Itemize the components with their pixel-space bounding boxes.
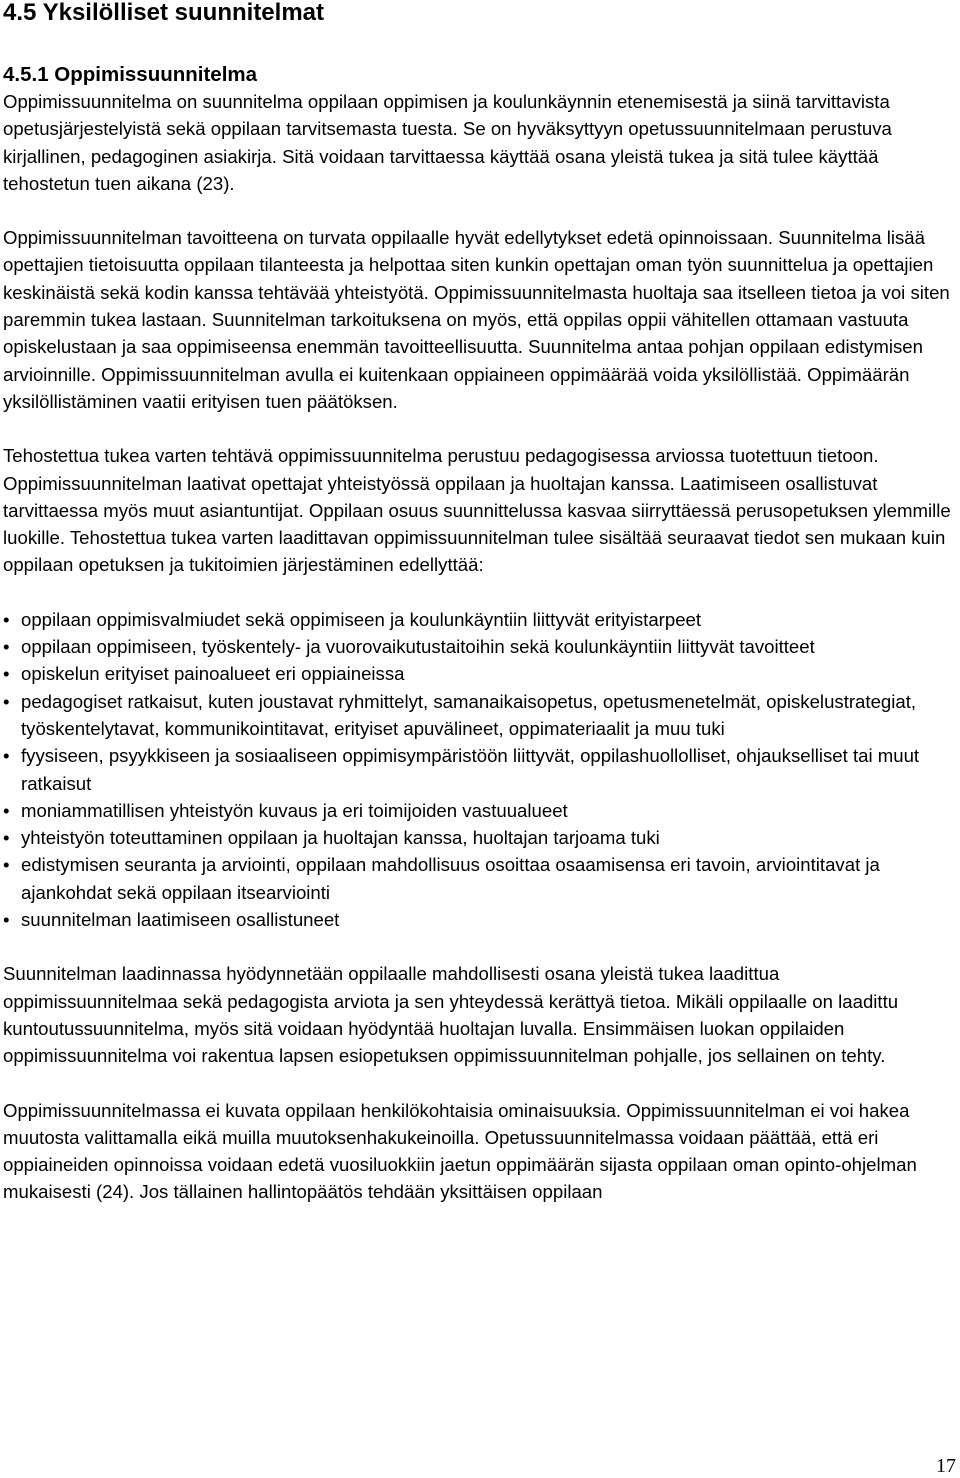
bullet-icon: • — [3, 608, 10, 630]
bullet-icon: • — [3, 690, 10, 712]
list-item-text: oppilaan oppimiseen, työskentely- ja vuorovaikutustaitoihin sekä koulunkäyntiin liittyvät tavoitteet — [21, 636, 815, 658]
paragraph-intro-3: Tehostettua tukea varten tehtävä oppimissuunnitelma perustuu pedagogisessa arviossa tuotettuun tietoon. Oppimissuunnitelman laativat opettajat yhteistyössä oppilaan ja huoltajan kanssa. Laatimiseen osallistuvat tarvittaessa myös muut asiantuntijat. Oppilaan osuus suunnittelussa kasvaa siirryttäessä perusopetuksen ylemmille luokille. Tehostettua tukea varten laadittavan oppimissuunnitelman tulee sisältää seuraavat tiedot sen mukaan kuin oppilaan opetuksen ja tukitoimien järjestäminen edellyttää: — [3, 445, 951, 576]
paragraph-gap — [3, 415, 953, 442]
list-item — [3, 660, 953, 687]
subsection-heading: 4.5.1 Oppimissuunnitelma — [3, 63, 258, 86]
list-item-text: edistymisen seuranta ja arviointi, oppilaan mahdollisuus osoittaa osaamisensa eri tavoin, arviointitavat ja ajankohdat sekä oppilaan itsearviointi — [21, 854, 880, 903]
requirements-list — [3, 606, 953, 934]
bullet-icon: • — [3, 827, 10, 849]
section-heading: 4.5 Yksilölliset suunnitelmat — [3, 0, 324, 26]
list-item-text: opiskelun erityiset painoalueet eri oppiaineissa — [21, 663, 405, 685]
list-item — [3, 906, 953, 933]
list-item-text: fyysiseen, psyykkiseen ja sosiaaliseen oppimisympäristöön liittyvät, oppilashuollolliset, ohjaukselliset tai muut ratkaisut — [21, 745, 920, 794]
list-item — [3, 851, 953, 906]
list-item — [3, 633, 953, 660]
bullet-icon: • — [3, 663, 10, 685]
list-item-text: pedagogiset ratkaisut, kuten joustavat ryhmittelyt, samanaikaisopetus, opetusmenetelmät, opiskelustrategiat, työskentelytavat, kommunikointitavat, erityiset apuvälineet, oppimateriaalit ja muu tuki — [21, 690, 917, 739]
paragraph-intro-2: Oppimissuunnitelman tavoitteena on turvata oppilaalle hyvät edellytykset edetä opinnoissaan. Suunnitelma lisää opettajien tietoisuutta oppilaan tilanteesta ja helpottaa siten kunkin opettajan oman työn suunnittelua ja opettajien keskinäistä sekä kodin kanssa tehtävää yhteistyötä. Oppimissuunnitelmasta huoltaja saa itselleen tietoa ja voi siten paremmin tukea lastaan. Suunnitelman tarkoituksena on myös, että oppilas oppii vähitellen ottamaan vastuuta opiskelustaan ja saa oppimiseensa enemmän tavoitteellisuutta. Suunnitelma antaa pohjan oppilaan edistymisen arvioinnille. Oppimissuunnitelman avulla ei kuitenkaan oppiaineen oppimäärää voida yksilöllistää. Oppimäärän yksilöllistäminen vaatii erityisen tuen päätöksen. — [3, 227, 950, 412]
list-item-text: yhteistyön toteuttaminen oppilaan ja huoltajan kanssa, huoltajan tarjoama tuki — [21, 827, 660, 849]
bullet-icon: • — [3, 799, 10, 821]
paragraph-after-1: Suunnitelman laadinnassa hyödynnetään oppilaalle mahdollisesti osana yleistä tukea laadittua oppimissuunnitelmaa sekä pedagogista arviota ja sen yhteydessä kerättyä tietoa. Mikäli oppilaalle on laadittu kuntoutussuunnitelma, myös sitä voidaan hyödyntää huoltajan luvalla. Ensimmäisen luokan oppilaiden oppimissuunnitelma voi rakentua lapsen esiopetuksen oppimissuunnitelman pohjalle, jos sellainen on tehty. — [3, 963, 899, 1067]
bullet-icon: • — [3, 745, 10, 767]
bullet-icon: • — [3, 854, 10, 876]
bullet-icon: • — [3, 636, 10, 658]
paragraph-gap — [3, 579, 953, 606]
list-item-text: suunnitelman laatimiseen osallistuneet — [21, 909, 340, 931]
list-item — [3, 797, 953, 824]
paragraph-gap — [3, 933, 953, 960]
page-number: 17 — [936, 1455, 956, 1477]
paragraph-gap — [3, 197, 953, 224]
paragraph-after-2: Oppimissuunnitelmassa ei kuvata oppilaan henkilökohtaisia ominaisuuksia. Oppimissuunnitelman ei voi hakea muutosta valittamalla eikä muilla muutoksenhakukeinoilla. Opetussuunnitelmassa voidaan päättää, että eri oppiaineiden opinnoissa voidaan edetä vuosiluokkiin jaetun oppimäärän sijasta oppilaan oman opinto-ohjelman mukaisesti (24). Jos tällainen hallintopäätös tehdään yksittäisen oppilaan — [3, 1099, 917, 1203]
list-item — [3, 742, 953, 797]
document-page — [3, 0, 953, 1206]
list-item — [3, 606, 953, 633]
bullet-icon: • — [3, 909, 10, 931]
list-item-text: oppilaan oppimisvalmiudet sekä oppimiseen ja koulunkäyntiin liittyvät erityistarpeet — [21, 608, 702, 630]
paragraph-intro-1: Oppimissuunnitelma on suunnitelma oppilaan oppimisen ja koulunkäynnin etenemisestä ja siinä tarvittavista opetusjärjestelyistä sekä oppilaan tarvitsemasta tuesta. Se on hyväksyttyyn opetussuunnitelmaan perustuva kirjallinen, pedagoginen asiakirja. Sitä voidaan tarvittaessa käyttää osana yleistä tukea ja sitä tulee käyttää tehostetun tuen aikana (23). — [3, 91, 892, 194]
paragraph-gap — [3, 1070, 953, 1097]
list-item-text: moniammatillisen yhteistyön kuvaus ja eri toimijoiden vastuualueet — [21, 799, 568, 821]
list-item — [3, 824, 953, 851]
list-item — [3, 688, 953, 743]
